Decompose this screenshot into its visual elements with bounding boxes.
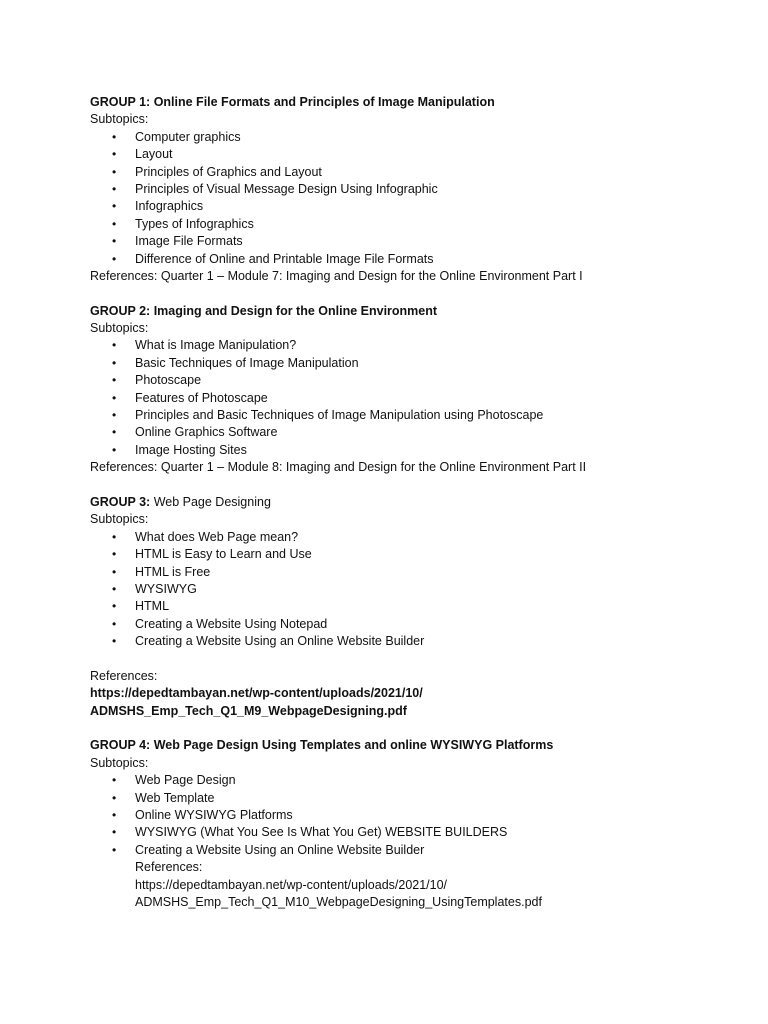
list-item: • HTML is Free xyxy=(90,564,730,581)
group-3-reference-link-line-2[interactable]: ADMSHS_Emp_Tech_Q1_M9_WebpageDesigning.pdf xyxy=(90,703,407,718)
group-1-references: References: Quarter 1 – Module 7: Imaging and Design for the Online Environment Part I xyxy=(90,268,583,283)
list-item: • Difference of Online and Printable Image File Formats xyxy=(90,251,730,268)
bullet-icon: • xyxy=(112,373,117,388)
list-item: • Online WYSIWYG Platforms xyxy=(90,807,730,824)
group-3-heading: GROUP 3: Web Page Designing xyxy=(90,494,271,509)
group-4-references-label: References: xyxy=(135,860,203,875)
list-item: • WYSIWYG (What You See Is What You Get) WEBSITE BUILDERS xyxy=(90,824,730,841)
group-2-subtopic-list xyxy=(90,337,730,459)
bullet-icon: • xyxy=(112,408,117,423)
group-3-subtopics-label: Subtopics: xyxy=(90,512,149,527)
list-item: • Features of Photoscape xyxy=(90,390,730,407)
spacer xyxy=(90,285,730,302)
list-item: • What does Web Page mean? xyxy=(90,529,730,546)
bullet-icon: • xyxy=(112,616,117,631)
bullet-icon: • xyxy=(112,234,117,249)
group-3-subtopic-list xyxy=(90,529,730,651)
bullet-icon: • xyxy=(112,581,117,596)
spacer xyxy=(90,651,730,668)
bullet-icon: • xyxy=(112,564,117,579)
group-2-references: References: Quarter 1 – Module 8: Imaging and Design for the Online Environment Part II xyxy=(90,460,587,475)
group-4-subtopics-label: Subtopics: xyxy=(90,755,149,770)
list-item: • Basic Techniques of Image Manipulation xyxy=(90,355,730,372)
group-2-section xyxy=(90,303,730,477)
group-3-reference-link-line-1[interactable]: https://depedtambayan.net/wp-content/uploads/2021/10/ xyxy=(90,686,423,701)
list-item: • What is Image Manipulation? xyxy=(90,337,730,354)
list-item: • Creating a Website Using an Online Website Builder xyxy=(90,842,730,859)
document-content xyxy=(90,94,730,911)
bullet-icon: • xyxy=(112,251,117,266)
list-item: • Online Graphics Software xyxy=(90,424,730,441)
list-item: • Infographics xyxy=(90,198,730,215)
list-item: • Principles and Basic Techniques of Image Manipulation using Photoscape xyxy=(90,407,730,424)
list-item: • HTML xyxy=(90,598,730,615)
group-2-heading: GROUP 2: Imaging and Design for the Online Environment xyxy=(90,303,438,318)
group-1-subtopics-label: Subtopics: xyxy=(90,112,149,127)
group-1-subtopic-list xyxy=(90,129,730,268)
group-4-heading: GROUP 4: Web Page Design Using Templates and online WYSIWYG Platforms xyxy=(90,738,554,753)
bullet-icon: • xyxy=(112,529,117,544)
bullet-icon: • xyxy=(112,599,117,614)
list-item: • Photoscape xyxy=(90,372,730,389)
spacer xyxy=(90,477,730,494)
list-item: • Layout xyxy=(90,146,730,163)
bullet-icon: • xyxy=(112,425,117,440)
list-item: • Creating a Website Using Notepad xyxy=(90,616,730,633)
group-3-section xyxy=(90,494,730,720)
group-4-reference-link-line-2[interactable]: ADMSHS_Emp_Tech_Q1_M10_WebpageDesigning_UsingTemplates.pdf xyxy=(135,894,542,909)
group-1-section xyxy=(90,94,730,285)
bullet-icon: • xyxy=(112,825,117,840)
list-item: • Web Page Design xyxy=(90,772,730,789)
bullet-icon: • xyxy=(112,181,117,196)
list-item: • Image File Formats xyxy=(90,233,730,250)
list-item: • Image Hosting Sites xyxy=(90,442,730,459)
bullet-icon: • xyxy=(112,790,117,805)
bullet-icon: • xyxy=(112,808,117,823)
list-item: • Creating a Website Using an Online Website Builder xyxy=(90,633,730,650)
bullet-icon: • xyxy=(112,547,117,562)
bullet-icon: • xyxy=(112,355,117,370)
group-4-subtopic-list xyxy=(90,772,730,859)
group-4-reference-link-line-1[interactable]: https://depedtambayan.net/wp-content/uploads/2021/10/ xyxy=(135,877,448,892)
list-item: • Principles of Graphics and Layout xyxy=(90,164,730,181)
bullet-icon: • xyxy=(112,338,117,353)
bullet-icon: • xyxy=(112,164,117,179)
spacer xyxy=(90,720,730,737)
list-item: • HTML is Easy to Learn and Use xyxy=(90,546,730,563)
bullet-icon: • xyxy=(112,842,117,857)
bullet-icon: • xyxy=(112,634,117,649)
group-2-subtopics-label: Subtopics: xyxy=(90,321,149,336)
group-1-heading: GROUP 1: Online File Formats and Principles of Image Manipulation xyxy=(90,95,495,109)
bullet-icon: • xyxy=(112,129,117,144)
list-item: • Web Template xyxy=(90,790,730,807)
bullet-icon: • xyxy=(112,216,117,231)
list-item: • WYSIWYG xyxy=(90,581,730,598)
bullet-icon: • xyxy=(112,147,117,162)
list-item: • Types of Infographics xyxy=(90,216,730,233)
group-3-references-label: References: xyxy=(90,668,158,683)
bullet-icon: • xyxy=(112,390,117,405)
bullet-icon: • xyxy=(112,199,117,214)
bullet-icon: • xyxy=(112,773,117,788)
list-item: • Principles of Visual Message Design Using Infographic xyxy=(90,181,730,198)
bullet-icon: • xyxy=(112,442,117,457)
list-item: • Computer graphics xyxy=(90,129,730,146)
group-4-section xyxy=(90,737,730,911)
